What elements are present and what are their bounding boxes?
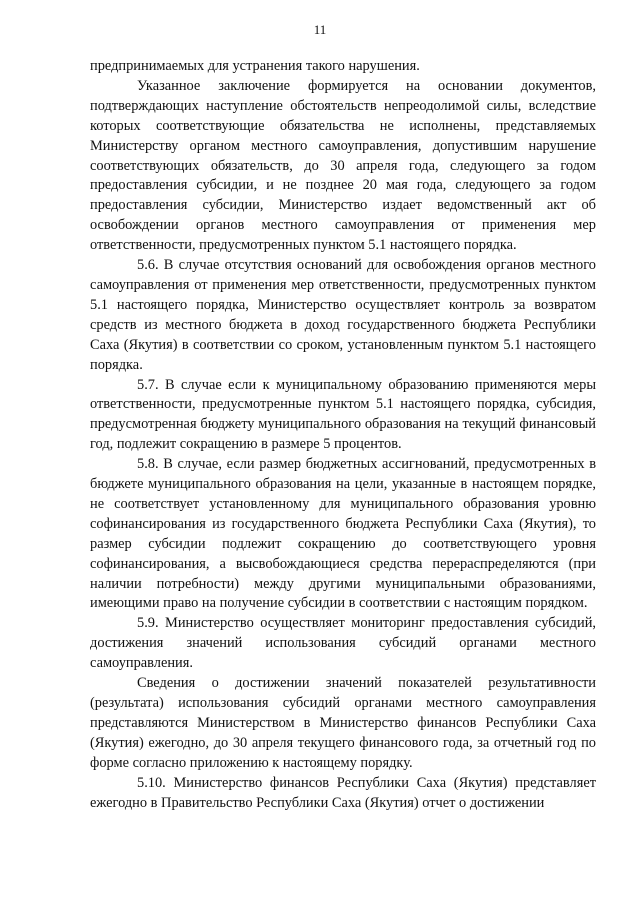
paragraph-continuation: предпринимаемых для устранения такого нарушения. bbox=[90, 58, 420, 74]
page-number: 11 bbox=[313, 22, 327, 37]
paragraph-5-7: 5.7. В случае если к муниципальному образованию применяются меры ответственности, предусмотренные пунктом 5.1 настоящего порядка, субсидия, предусмотренная бюджету муниципального образования на текущий финансовый год, подлежит сокращению в размере 5 процентов. bbox=[90, 376, 596, 453]
paragraph-5-9: 5.9. Министерство осуществляет мониторинг предоставления субсидий, достижения значений использования субсидий органами местного самоуправления. bbox=[90, 615, 596, 672]
paragraph-5-10: 5.10. Министерство финансов Республики Саха (Якутия) представляет ежегодно в Правительство Республики Саха (Якутия) отчет о достижении bbox=[90, 774, 596, 811]
paragraph-conclusion: Указанное заключение формируется на основании документов, подтверждающих наступление обстоятельств непреодолимой силы, вследствие которых соответствующие обязательства не исполнены, представляемых Министерству органом местного самоуправления, допустившим нарушение соответствующих обязательств, до 30 апреля года, следующего за годом предоставления субсидии, и не позднее 20 мая года, следующего за годом предоставления субсидии, Министерство издает ведомственный акт об освобождении органов местного самоуправления от применения мер ответственности, предусмотренных пунктом 5.1 настоящего порядка. bbox=[90, 77, 596, 254]
paragraph-5-8: 5.8. В случае, если размер бюджетных ассигнований, предусмотренных в бюджете муниципального образования на цели, указанные в настоящем порядке, не соответствует установленному для муниципального образования уровню софинансирования из государственного бюджета Республики Саха (Якутия), то размер субсидии подлежит сокращению до соответствующего уровня софинансирования, а высвобождающиеся средства перераспределяются (при наличии потребности) между другими муниципальными образованиями, имеющими право на получение субсидии в соответствии с настоящим порядком. bbox=[90, 456, 596, 612]
paragraph-indicators: Сведения о достижении значений показателей результативности (результата) использования субсидий органами местного самоуправления представляются Министерством в Министерство финансов Республики Саха (Якутия) ежегодно, до 30 апреля текущего финансового года, за отчетный год по форме согласно приложению к настоящему порядку. bbox=[90, 675, 596, 771]
paragraph-5-6: 5.6. В случае отсутствия оснований для освобождения органов местного самоуправления от применения мер ответственности, предусмотренных пунктом 5.1 настоящего порядка, Министерство осуществляет контроль за возвратом средств из местного бюджета в доход государственного бюджета Республики Саха (Якутия) в соответствии со сроком, установленным пунктом 5.1 настоящего порядка. bbox=[90, 257, 596, 373]
document-body bbox=[90, 57, 596, 813]
